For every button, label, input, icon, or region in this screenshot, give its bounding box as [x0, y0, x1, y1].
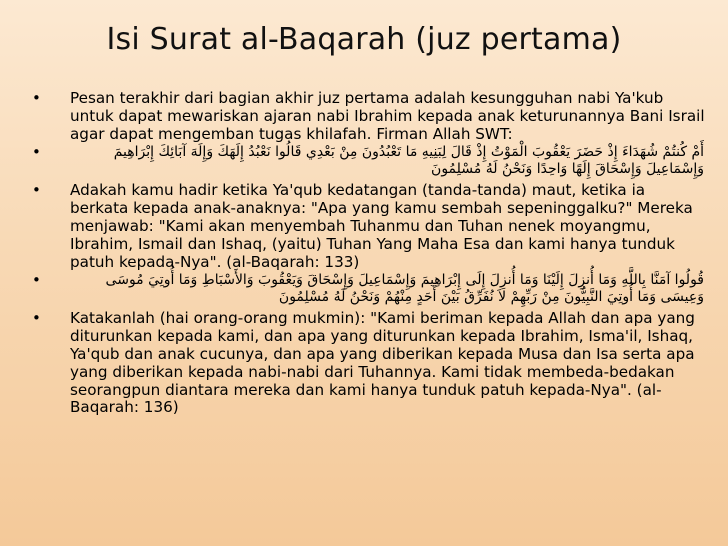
arabic-verse: أَمْ كُنتُمْ شُهَدَاءَ إِذْ حَضَرَ يَعْقُوبَ الْمَوْتُ إِذْ قَالَ لِبَنِيهِ مَا تَعْبُدُونَ مِنْ بَعْدِي قَالُوا نَعْبُدُ إِلَهَكَ وَإِلَهَ آبَائِكَ إِبْرَاهِيمَ وَإِسْمَاعِيلَ وَإِسْحَاقَ إِلَهًا وَاحِدًا وَنَحْنُ لَهُ مُسْلِمُونَ — [113, 144, 704, 178]
bullet-text: Katakanlah (hai orang-orang mukmin): "Kami beriman kepada Allah dan apa yang diturunkan kepada kami, dan apa yang diturunkan kepada Ibrahim, Isma'il, Ishaq, Ya'qub dan anak cucunya, dan apa yang diberikan kepada Musa dan Isa serta apa yang diberikan kepada nabi-nabi dari Tuhannya. Kami tidak membeda-bedakan seorangpun diantara mereka dan kami hanya tunduk patuh kepada-Nya". (al-Baqarah: 136) — [70, 309, 695, 417]
list-item-arabic — [28, 144, 708, 178]
list-item-arabic — [28, 272, 708, 306]
list-item — [28, 310, 708, 417]
bullet-list — [28, 90, 708, 418]
bullet-marker: • — [32, 309, 41, 328]
bullet-text: Adakah kamu hadir ketika Ya'qub kedatangan (tanda-tanda) maut, ketika ia berkata kepada anak-anaknya: "Apa yang kamu sembah sepeninggalku?" Mereka menjawab: "Kami akan menyembah Tuhanmu dan Tuhan nenek moyangmu, Ibrahim, Ismail dan Ishaq, (yaitu) Tuhan Yang Maha Esa dan kami hanya tunduk patuh kepada-Nya". (al-Baqarah: 133) — [70, 181, 693, 271]
list-item — [28, 182, 708, 271]
bullet-marker: • — [32, 181, 41, 200]
bullet-marker: • — [32, 271, 41, 290]
bullet-marker: • — [32, 143, 41, 162]
slide-title: Isi Surat al-Baqarah (juz pertama) — [106, 22, 622, 57]
list-item — [28, 90, 708, 143]
bullet-marker: • — [32, 89, 41, 107]
arabic-verse: قُولُوا آمَنَّا بِاللَّهِ وَمَا أُنزِلَ إِلَيْنَا وَمَا أُنزِلَ إِلَى إِبْرَاهِيمَ وَإِسْمَاعِيلَ وَإِسْحَاقَ وَيَعْقُوبَ وَالأَسْبَاطِ وَمَا أُوتِيَ مُوسَى وَعِيسَى وَمَا أُوتِيَ النَّبِيُّونَ مِنْ رَبِّهِمْ لاَ نُفَرِّقُ بَيْنَ أَحَدٍ مِنْهُمْ وَنَحْنُ لَهُ مُسْلِمُونَ — [105, 272, 704, 306]
bullet-text: Pesan terakhir dari bagian akhir juz pertama adalah kesungguhan nabi Ya'kub untuk dapat mewariskan ajaran nabi Ibrahim kepada anak keturunannya Bani Israil agar dapat mengemban tugas khilafah. Firman Allah SWT: — [70, 89, 705, 143]
